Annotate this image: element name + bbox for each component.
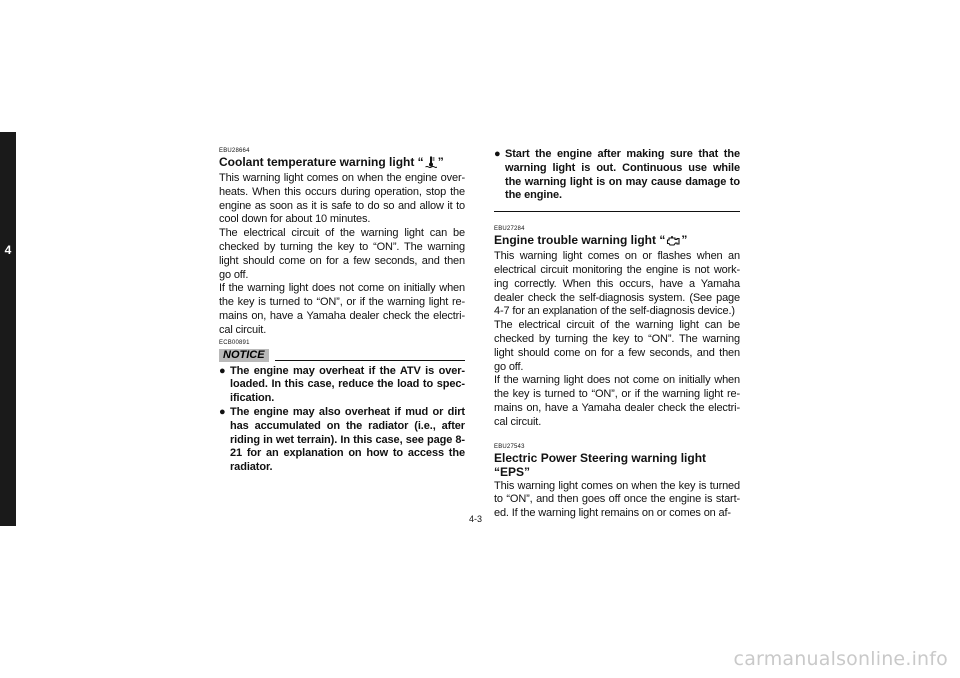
coolant-temperature-icon [425, 156, 437, 171]
section-heading-engine-trouble: Engine trouble warning light “ ” [494, 233, 688, 248]
section-heading-coolant: Coolant temperature warning light “ ” [219, 155, 444, 169]
right-column [494, 148, 740, 521]
page-number: 4-3 [469, 514, 483, 524]
notice-bullet: ● The engine may also overheat if mud or dirt has accumulated on the radiator (i.e., after riding in wet terrain). In this case, see page 8-21 for an explanation on how to access the radiator. [219, 405, 465, 474]
body-paragraph: The electrical circuit of the warning light can be checked by turning the key to “ON”. The warning light should come on for a few seconds, and then go off. [494, 319, 740, 373]
left-column [219, 148, 465, 475]
notice-header [219, 349, 465, 362]
section-heading-eps: Electric Power Steering warning light “EPS” [494, 450, 707, 479]
chapter-tab [0, 132, 16, 526]
bullet-icon: ● [219, 405, 226, 418]
bullet-icon: ● [219, 364, 226, 377]
notice-bullet: ● The engine may overheat if the ATV is over-loaded. In this case, reduce the load to spec-ification. [219, 364, 465, 405]
engine-icon [666, 235, 680, 249]
section-code: EBU27284 [494, 226, 525, 233]
section-code: EBU27543 [494, 443, 525, 450]
body-paragraph: The electrical circuit of the warning light can be checked by turning the key to “ON”. The warning light should come on for a few seconds, and then go off. [219, 227, 465, 281]
section-code: EBU28664 [219, 148, 250, 154]
bullet-icon: ● [494, 148, 501, 160]
body-paragraph: If the warning light does not come on initially when the key is turned to “ON”, or if the warning light re-mains on, have a Yamaha dealer check the electri-cal circuit. [494, 374, 740, 428]
body-paragraph: This warning light comes on or flashes when an electrical circuit monitoring the engine is not work-ing correctly. When this occurs, have a Yamaha dealer check the self-diagnosis system. (See page 4-7 for an explanation of the self-diagnosis device.) [494, 250, 740, 318]
notice-badge: NOTICE [219, 349, 269, 362]
notice-divider [275, 360, 465, 361]
notice-code: ECB00891 [219, 339, 250, 346]
watermark: carmanualsonline.info [733, 648, 948, 670]
body-paragraph: This warning light comes on when the engine over-heats. When this occurs during operation, stop the engine as soon as it is safe to do so and allow it to cool down for about 10 minutes. [219, 172, 465, 226]
notice-bullet: ● Start the engine after making sure that the warning light is out. Continuous use while the warning light is on may cause damage to the engine. [494, 148, 740, 202]
body-paragraph: This warning light comes on when the key is turned to “ON”, and then goes off once the engine is start-ed. If the warning light remains on or comes on af- [494, 479, 740, 520]
notice-bullets [219, 365, 465, 475]
notice-bullets-continued [494, 148, 740, 203]
chapter-tab-number: 4 [4, 243, 12, 257]
body-paragraph: If the warning light does not come on initially when the key is turned to “ON”, or if the warning light re-mains on, have a Yamaha dealer check the electri-cal circuit. [219, 282, 465, 336]
